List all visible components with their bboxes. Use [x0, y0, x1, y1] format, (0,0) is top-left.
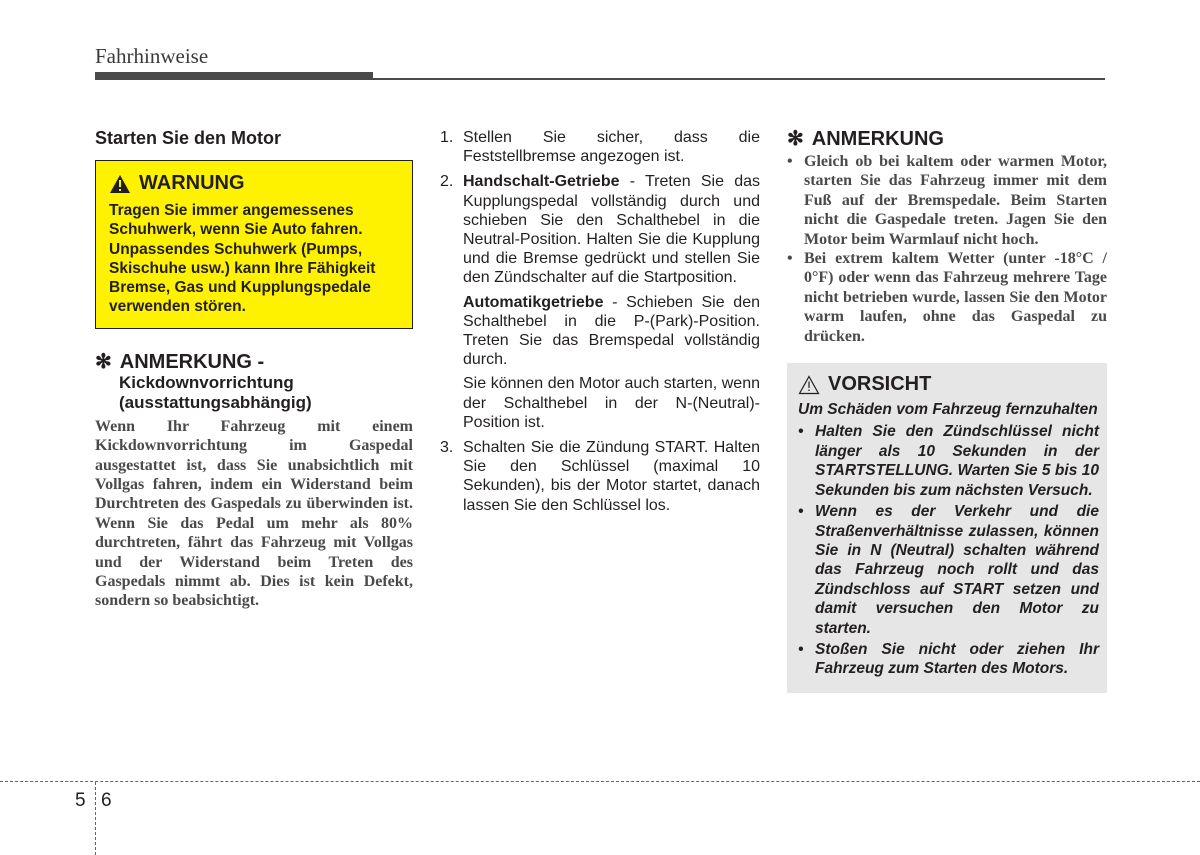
step-1	[440, 128, 760, 171]
start-steps-list	[440, 128, 760, 520]
start-engine-heading: Starten Sie den Motor	[95, 128, 282, 148]
caution-bullet-1: Halten Sie den Zündschlüssel nicht länger als 10 Sekunden in der STARTSTELLUNG. Warten Sie 5 bis 10 Sekunden bis zum nächsten Versuch.	[815, 423, 1099, 499]
step-2	[440, 172, 760, 437]
kickdown-note-text: Wenn Ihr Fahrzeug mit einem Kickdownvorrichtung im Gaspedal ausgestattet ist, dass Sie unabsichtlich mit Vollgas fahren, indem ein Widerstand beim Durchtreten des Gaspedals zu überwinden ist. Wenn Sie das Pedal um mehr als 80% durchtreten, fährt das Fahrzeug mit Vollgas und der Widerstand beim Treten des Gaspedals nimmt ab. Dies ist kein Defekt, sondern so beabsichtigt.	[95, 417, 413, 610]
note-title-row	[787, 128, 1107, 150]
note-bullets	[787, 152, 1107, 346]
step-3	[440, 438, 760, 520]
caution-bullet-2: Wenn es der Verkehr und die Straßenverhältnisse zulassen, können Sie in N (Neutral) schalten während das Fahrzeug noch rollt und das Zündschloss auf START setzen und damit versuchen den Motor zu starten.	[815, 503, 1099, 637]
kickdown-note-subtitle-2: (ausstattungsabhängig)	[119, 392, 312, 412]
right-column	[787, 128, 1107, 693]
kickdown-note-title: ANMERKUNG -	[119, 350, 265, 373]
step-3-text: Schalten Sie die Zündung START. Halten Sie den Schlüssel (maximal 10 Sekunden), bis der Motor startet, danach lassen Sie den Schlüssel los.	[463, 439, 760, 514]
header-rule-thick	[95, 72, 373, 80]
list-item	[798, 640, 1099, 679]
manual-transmission-text: - Treten Sie das Kupplungspedal vollständig durch und schieben Sie den Schalthebel in die Neutral-Position. Halten Sie die Kupplung und die Bremse gedrückt und stellen Sie den Zündschalter auf die Startposition.	[463, 173, 760, 287]
automatic-transmission-paragraph	[463, 293, 760, 370]
warning-title: WARNUNG	[139, 172, 245, 194]
caution-content	[798, 400, 1099, 679]
footer-divider	[0, 781, 1200, 782]
warning-box	[95, 160, 413, 329]
manual-transmission-paragraph	[463, 172, 760, 287]
note-title: ANMERKUNG	[811, 128, 944, 150]
list-item	[798, 502, 1099, 638]
caution-intro: Um Schäden vom Fahrzeug fernzuhalten	[798, 401, 1098, 419]
caution-title-row	[798, 373, 1099, 396]
neutral-start-text: Sie können den Motor auch starten, wenn der Schalthebel in der N-(Neutral)-Position ist.	[463, 375, 760, 431]
caution-triangle-icon	[798, 375, 820, 395]
bullet-dot: •	[798, 640, 804, 658]
caution-bullet-3: Stoßen Sie nicht oder ziehen Ihr Fahrzeug zum Starten des Motors.	[815, 640, 1099, 678]
asterisk-icon: ✻	[787, 128, 804, 150]
bullet-dot: •	[787, 153, 793, 170]
step-number: 2.	[440, 173, 454, 191]
left-column	[95, 128, 413, 611]
caution-title: VORSICHT	[828, 373, 932, 396]
note-bullet-1: Gleich ob bei kaltem oder warmen Motor, starten Sie das Fahrzeug immer mit dem Fuß auf der Bremspedale. Beim Starten nicht die Gaspedale treten. Jagen Sie den Motor beim Warmlauf nicht hoch.	[804, 153, 1107, 248]
asterisk-icon: ✻	[95, 350, 112, 373]
step-number: 3.	[440, 439, 454, 457]
middle-column	[440, 128, 760, 521]
caution-box	[787, 363, 1107, 693]
header-rule-thin	[373, 78, 1105, 80]
warning-title-row	[109, 172, 400, 195]
bullet-dot: •	[798, 423, 804, 441]
page-number: 6	[101, 790, 112, 811]
automatic-transmission-text: - Schieben Sie den Schalthebel in die P-(Park)-Position. Treten Sie das Bremspedal vollständig durch.	[463, 293, 760, 369]
kickdown-note-title-row	[95, 351, 413, 373]
page-number-divider	[95, 782, 96, 855]
kickdown-note	[95, 351, 413, 611]
step-number: 1.	[440, 129, 454, 146]
list-item	[787, 152, 1107, 249]
warning-triangle-icon	[109, 174, 131, 194]
list-item	[798, 422, 1099, 500]
warning-text: Tragen Sie immer angemessenes Schuhwerk, wenn Sie Auto fahren. Unpassendes Schuhwerk (Pumps, Skischuhe usw.) kann Ihre Fähigkeit Bremse, Gas und Kupplungspedale verwenden stören.	[109, 202, 376, 316]
section-title: Fahrhinweise	[95, 44, 209, 68]
bullet-dot: •	[787, 250, 793, 268]
list-item	[787, 249, 1107, 346]
automatic-transmission-label: Automatikgetriebe	[463, 293, 604, 311]
manual-transmission-label: Handschalt-Getriebe	[463, 173, 620, 191]
note-bullet-2: Bei extrem kaltem Wetter (unter -18°C / 0°F) oder wenn das Fahrzeug mehrere Tage nicht betrieben wurde, lassen Sie den Motor warm laufen, ohne das Gaspedal zu drücken.	[804, 250, 1107, 345]
chapter-number: 5	[75, 790, 86, 811]
bullet-dot: •	[798, 503, 804, 521]
kickdown-note-subtitle-1: Kickdownvorrichtung	[119, 372, 294, 392]
step-1-text: Stellen Sie sicher, dass die Feststellbremse angezogen ist.	[463, 129, 760, 166]
